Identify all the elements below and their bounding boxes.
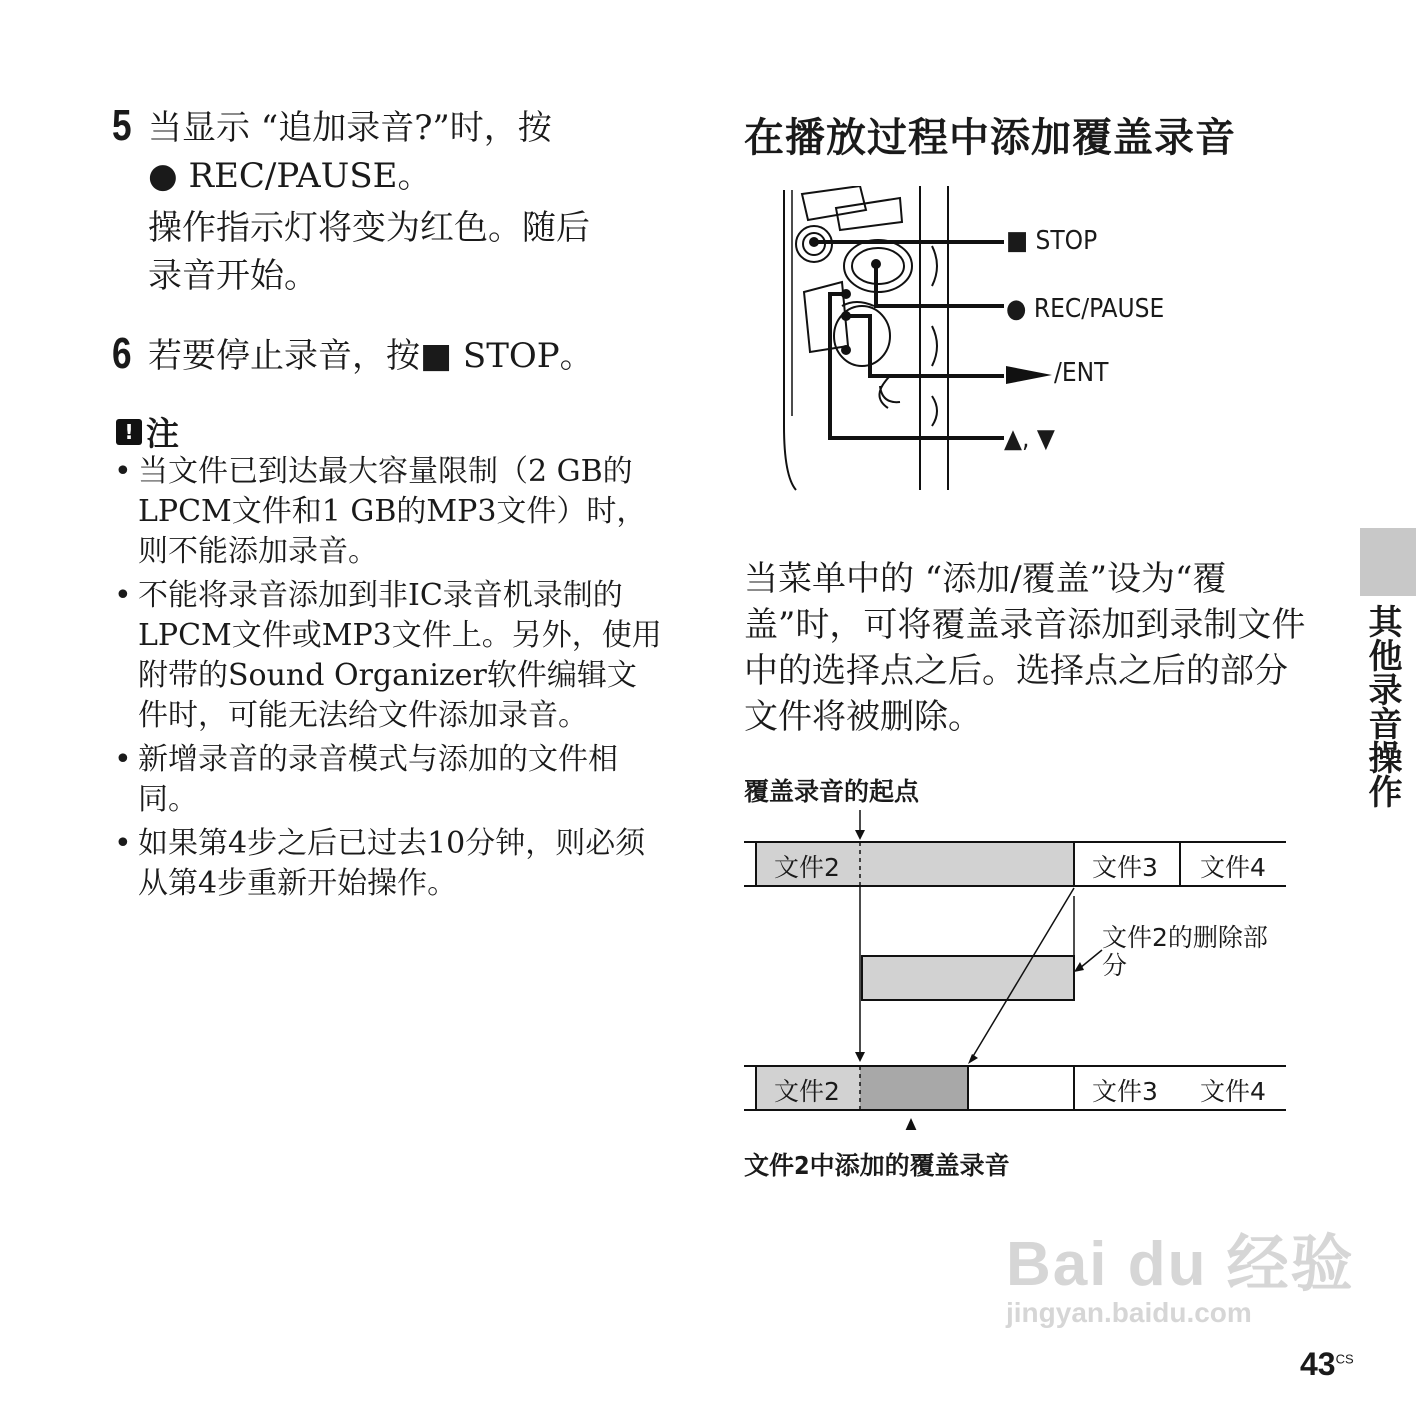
overwrite-start-label: 覆盖录音的起点	[744, 777, 920, 806]
row2-file2: 文件2	[774, 1077, 840, 1106]
step-number: 5	[112, 101, 132, 150]
page-suffix: CS	[1335, 1351, 1354, 1367]
step-5-body	[148, 104, 590, 300]
page-number	[1300, 1346, 1354, 1383]
note-heading	[116, 408, 179, 455]
row1-file3: 文件3	[1092, 853, 1158, 882]
note-list	[114, 452, 664, 908]
row2-file3: 文件3	[1092, 1077, 1158, 1106]
list-item-text: 当文件已到达最大容量限制（2 GB的LPCM文件和1 GB的MP3文件）时，则不能添加录音。	[138, 454, 647, 569]
list-item: • 当文件已到达最大容量限制（2 GB的LPCM文件和1 GB的MP3文件）时，则不能添加录音。	[114, 452, 664, 572]
play-icon	[1006, 362, 1054, 388]
side-tab-marker	[1360, 528, 1416, 596]
added-overwrite-label: 文件2中添加的覆盖录音	[744, 1151, 1010, 1180]
page-number-value: 43	[1300, 1346, 1336, 1382]
row2-file4: 文件4	[1200, 1077, 1266, 1106]
note-title: 注	[146, 414, 179, 453]
row1-file2: 文件2	[774, 853, 840, 882]
deleted-part-label: 文件2的删除部分	[1102, 923, 1268, 980]
up-down-label: ▲, ▼	[1004, 424, 1055, 454]
list-item: • 新增录音的录音模式与添加的文件相同。	[114, 740, 664, 820]
device-body-edge	[784, 190, 796, 490]
step-number: 6	[112, 329, 132, 378]
step-5-line: 录音开始。	[148, 256, 318, 296]
step-5-line: 操作指示灯将变为红色。随后	[148, 208, 590, 248]
row1-file4: 文件4	[1200, 853, 1266, 882]
side-tab-text: 其他录音操作	[1362, 604, 1402, 808]
deleted-part-block	[862, 956, 1074, 1000]
rec-pause-label: ● REC/PAUSE	[1006, 294, 1165, 324]
watermark	[1006, 1214, 1355, 1329]
device-illustration	[770, 186, 1020, 496]
list-item: • 如果第4步之后已过去10分钟，则必须从第4步重新开始操作。	[114, 824, 664, 904]
step-5-line: 当显示 “追加录音?”时，按	[148, 108, 552, 148]
stop-label: ■ STOP	[1006, 226, 1098, 256]
step-6-text: 若要停止录音，按■ STOP。	[148, 336, 594, 376]
list-item: • 不能将录音添加到非IC录音机录制的LPCM文件或MP3文件上。另外，使用附带的Sound Organizer软件编辑文件时，可能无法给文件添加录音。	[114, 576, 664, 736]
list-item-text: 不能将录音添加到非IC录音机录制的LPCM文件或MP3文件上。另外，使用附带的Sound Organizer软件编辑文件时，可能无法给文件添加录音。	[138, 578, 662, 733]
note-icon: !	[116, 419, 142, 445]
watermark-brand: Bai du 经验	[1006, 1230, 1355, 1299]
list-item-text: 新增录音的录音模式与添加的文件相同。	[138, 742, 618, 817]
watermark-url: jingyan.baidu.com	[1006, 1297, 1252, 1328]
step-5	[112, 101, 590, 300]
step-6	[112, 329, 594, 380]
ent-label: /ENT	[1054, 358, 1109, 388]
section-heading: 在播放过程中添加覆盖录音	[744, 115, 1236, 161]
section-description: 当菜单中的 “添加/覆盖”设为“覆盖”时，可将覆盖录音添加到录制文件中的选择点之后。选择点之后的部分文件将被删除。	[744, 559, 1306, 737]
step-5-line: ● REC/PAUSE。	[148, 156, 432, 196]
list-item-text: 如果第4步之后已过去10分钟，则必须从第4步重新开始操作。	[138, 826, 646, 901]
added-overwrite-block	[860, 1066, 968, 1110]
